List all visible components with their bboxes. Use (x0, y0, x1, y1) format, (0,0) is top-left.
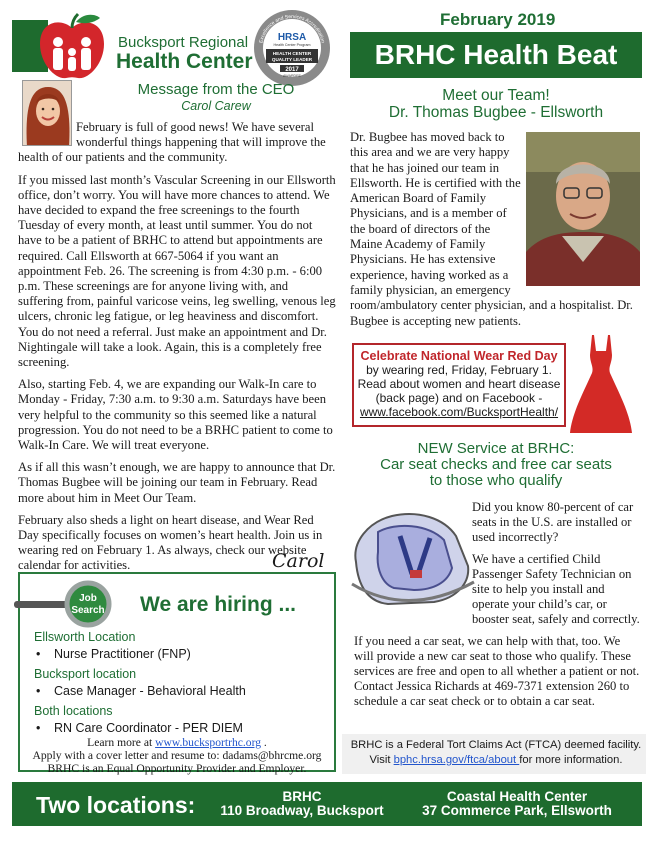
apple-family-logo (34, 12, 110, 82)
car-seat-paragraph: We have a certified Child Passenger Safety Technician on site to help you install and operate your child’s car, or booster seat, safely and correctly. (472, 551, 640, 627)
website-link[interactable]: www.bucksportrhc.org (155, 736, 262, 749)
apply-text: Apply with a cover letter and resume to: dadams@bhrcme.org (32, 749, 322, 762)
location-name: Coastal Health Center (446, 789, 588, 804)
issue-date: February 2019 (440, 10, 556, 29)
wear-red-line: by wearing red, Friday, February 1. (366, 363, 552, 377)
team-text: Dr. Bugbee has moved back to this area and we are very happy that he has joined our team in Ellsworth. He is certified with the American Board of Family Physicians, and is a member of the board of directors of the Maine Academy of Family Physicians. He has extensive experience, having worked as a family physician, an emergency room/ambulatory center physician, and a hospitalist. Dr. Bugbee is accepting new patients. (350, 130, 633, 328)
car-seat-paragraph: Did you know 80-percent of car seats in the U.S. are installed or used incorrectly? (472, 500, 634, 545)
footer-location-bucksport (212, 790, 392, 818)
badge-awardee: AWARDEE (283, 74, 301, 78)
eeo-text: BRHC is an Equal Opportunity Provider and Employer. (47, 762, 307, 775)
badge-arc-text: Excellence and Services Accreditation (258, 13, 326, 44)
job-item: • Case Manager - Behavioral Health (54, 684, 334, 698)
org-name-line1: Bucksport Regional (118, 34, 249, 51)
job-location: Both locations (34, 704, 113, 718)
car-seat-heading-line: Car seat checks and free car seats (380, 456, 612, 473)
hiring-title: We are hiring ... (140, 593, 296, 616)
ceo-heading: Message from the CEO (137, 81, 295, 98)
ceo-name: Carol Carew (181, 99, 251, 113)
badge-sub: Health Center Program (273, 43, 311, 47)
learn-more-suffix: . (261, 736, 267, 749)
wear-red-day-box (352, 343, 566, 427)
ceo-paragraph: If you missed last month’s Vascular Screening in our Ellsworth office, don’t worry. You will have more chances to attend. We have decided to expand the free screenings to the fourth Tuesday of every month, at least until summer. You do not have to be a patient of BRHC to attend but appointments are required. Call Ellsworth at 667-5064 if you want an appointment Feb. 26. The screening is from 4:30 p.m. - 6:00 p.m. These screenings are for anyone living with, and suffering from, painful varicose veins, leg swelling, venous leg ulcers, chronic leg fatigue, or leg heaviness and discomfort. You do not need a referral. Just make an appointment and Dr. Nightingale will take a look. Again, this is a completely free screening. (18, 172, 336, 370)
red-dress-icon (568, 333, 634, 437)
job-item: • Nurse Practitioner (FNP) (54, 647, 334, 661)
car-seat-illustration (348, 502, 478, 610)
ceo-message (18, 120, 336, 581)
badge-line1: HEALTH CENTER (272, 51, 312, 56)
hrsa-quality-leader-badge (252, 8, 332, 88)
hiring-footer (22, 736, 332, 775)
location-name: BRHC (282, 789, 322, 804)
ceo-paragraph: February also sheds a light on heart disease, and Wear Red Day specifically focuses on women’s heart health. Join us in wearing red on February 1. As always, check our website calendar for activities. (18, 512, 323, 573)
team-heading: Meet our Team! (442, 87, 550, 104)
car-seat-heading-line: NEW Service at BRHC: (417, 440, 575, 457)
car-seat-paragraph: If you need a car seat, we can help with that, too. We will provide a new car seat to those who qualify. These services are free and open to all whether a patient or not. Contact Jessica Richards at 469-7371 extension 260 to schedule a car seat check or to obtain a car seat. (354, 633, 640, 709)
learn-more-text: Learn more at (87, 736, 156, 749)
badge-hrsa: HRSA (277, 32, 307, 43)
footer-label: Two locations: (36, 792, 196, 818)
job-item: • RN Care Coordinator - PER DIEM (54, 721, 334, 735)
wear-red-title: Celebrate National Wear Red Day (360, 349, 558, 363)
doctor-photo (526, 132, 640, 286)
ceo-signature: Carol (272, 550, 325, 572)
ftca-visit: Visit (369, 754, 394, 766)
job-search-magnifier-icon (12, 580, 112, 630)
ceo-paragraph: Also, starting Feb. 4, we are expanding our Walk-In care to Monday - Friday, 7:30 a.m. to 9:30 a.m. Saturdays have been very helpful to the community so this seemed like a natural progression. You do not need to be a BRHC patient to come to Walk-In Care. We will treat everyone. (18, 377, 333, 453)
ftca-notice (350, 738, 642, 768)
job-badge-line1: Job (79, 593, 97, 604)
newsletter-title: BRHC Health Beat (350, 32, 642, 78)
job-location: Bucksport location (34, 667, 137, 681)
wear-red-line: Read about women and heart disease (357, 377, 561, 391)
ftca-suffix: for more information. (519, 754, 623, 766)
job-badge-line2: Search (71, 605, 105, 616)
team-subheading: Dr. Thomas Bugbee - Ellsworth (388, 104, 604, 121)
location-address: 37 Commerce Park, Ellsworth (422, 803, 612, 818)
car-seat-heading (350, 441, 642, 489)
footer-location-ellsworth (410, 790, 624, 818)
badge-year: 2017 (285, 67, 299, 73)
ceo-paragraph: February is full of good news! We have several wonderful things happening that will improve the health of our patients and the community. (18, 120, 326, 165)
facebook-link[interactable]: www.facebook.com/BucksportHealth/ (359, 405, 559, 419)
ceo-paragraph: As if all this wasn’t enough, we are happy to announce that Dr. Thomas Bugbee will be joining our team in February. Read more about him in Meet Our Team. (18, 460, 336, 505)
job-location: Ellsworth Location (34, 630, 136, 644)
ftca-link[interactable]: bphc.hrsa.gov/ftca/about (393, 754, 520, 766)
car-seat-heading-line: to those who qualify (429, 472, 563, 489)
ftca-text: BRHC is a Federal Tort Claims Act (FTCA) deemed facility. (350, 739, 642, 751)
wear-red-line: (back page) and on Facebook - (375, 391, 543, 405)
location-address: 110 Broadway, Bucksport (220, 803, 384, 818)
badge-line2: QUALITY LEADER (271, 57, 313, 62)
org-name-line2: Health Center (116, 50, 253, 73)
job-list (34, 628, 334, 741)
